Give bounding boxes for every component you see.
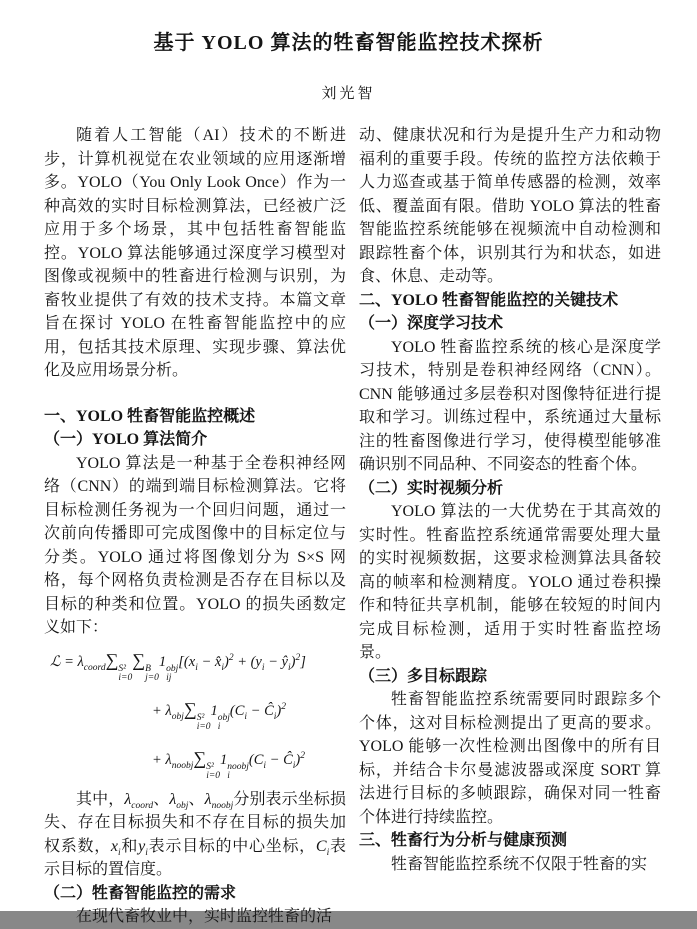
section-heading-1: 一、YOLO 牲畜智能监控概述 [44,407,256,425]
left-column [44,124,346,929]
paragraph-abstract: 随着人工智能（AI）技术的不断进步，计算机视觉在农业领域的应用逐渐增多。YOLO（You Only Look Once）作为一种高效的实时目标检测算法，已经被广泛应用于多个场景，其中包括牲畜智能监控。YOLO 算法能够通过深度学习模型对图像或视频中的牲畜进行检测与识别，为畜牧业提供了有效的技术支持。本篇文章旨在探讨 YOLO 在牲畜智能监控中的应用，包括其技术原理、实现步骤、算法优化及应用场景分析。 [44,127,346,379]
section-heading-3: 三、牲畜行为分析与健康预测 [359,832,568,849]
paragraph-yolo-intro: YOLO 算法是一种基于全卷积神经网络（CNN）的端到端目标检测算法。它将目标检测任务视为一个回归问题，通过一次前向传播即可完成图像中的目标定位与分类。YOLO 通过将图像划分为 S×S 网格，每个网格负责检测是否存在目标以及目标的种类和位置。YOLO 的损失函数定义如下： [44,454,346,636]
paragraph-monitoring-need-cont: 动、健康状况和行为是提升生产力和动物福利的重要手段。传统的监控方法依赖于人力巡查或基于简单传感器的检测，效率低、覆盖面有限。借助 YOLO 算法的牲畜智能监控系统能够在视频流中自动检测和跟踪牲畜个体，识别其行为和状态，如进食、休息、走动等。 [359,127,661,285]
subsection-heading-1-1: （一）YOLO 算法简介 [44,431,208,448]
paragraph-monitoring-need: 在现代畜牧业中，实时监控牲畜的活 [76,908,333,925]
paragraph-deep-learning: YOLO 牲畜监控系统的核心是深度学习技术，特别是卷积神经网络（CNN）。CNN 能够通过多层卷积对图像特征进行提取和学习。训练过程中，系统通过大量标注的牲畜图像进行学习，使得模型能够准确识别不同品种、不同姿态的牲畜个体。 [359,338,661,473]
two-column-body [0,103,697,929]
paragraph-multi-tracking: 牲畜智能监控系统需要同时跟踪多个个体，这对目标检测提出了更高的要求。YOLO 能够一次性检测出图像中的所有目标，并结合卡尔曼滤波器或深度 SORT 算法进行目标的多帧跟踪，确保对同一牲畜个体进行持续监控。 [359,691,661,826]
subsection-heading-1-2: （二）牲畜智能监控的需求 [44,884,237,902]
author-name: 刘光智 [321,86,376,102]
subsection-heading-2-3: （三）多目标跟踪 [359,667,488,685]
section-heading-2: 二、YOLO 牲畜智能监控的关键技术 [359,291,619,309]
formula-line-1: ℒ = $\lambda_{coord}\sum$ S² i=0 ∑ B j=0 1 obj ij [($x_i$ − $x̂_i)^2 + (y_i$ − $ŷ_i)^2$] [50,649,306,683]
paragraph-formula-explain: 其中，$\lambda_{coord}$、$\lambda_{obj}$、$\lambda_{noobj}$分别表示坐标损失、存在目标损失和不存在目标的损失加权系数，$x_i$和$y_i$表示目标的中心坐标，$C_i$表示目标的置信度。 [44,790,346,878]
article-title: 基于 YOLO 算法的牲畜智能监控技术探析 [153,32,544,54]
formula-line-2: + $\lambda_{obj}\sum$ S² i=0 1 obj i ($C_i$ − $Ĉ_i)^2$ [152,698,286,732]
paragraph-behavior-health: 牲畜智能监控系统不仅限于牲畜的实 [391,855,648,873]
paragraph-realtime-video: YOLO 算法的一大优势在于其高效的实时性。牲畜监控系统通常需要处理大量的实时视频数据，这要求检测算法具备较高的帧率和检测精度。YOLO 通过卷积操作和特征共享机制，能够在较短的时间内完成目标检测，适用于实时牲畜监控场景。 [359,503,661,661]
yolo-loss-formula [44,649,346,781]
right-column [359,124,661,929]
subsection-heading-2-1: （一）深度学习技术 [359,315,504,332]
formula-line-3: + $\lambda_{noobj}\sum$ S² i=0 1 noobj i ($C_i$ − $Ĉ_i)^2$ [152,747,305,781]
subsection-heading-2-2: （二）实时视频分析 [359,479,504,497]
